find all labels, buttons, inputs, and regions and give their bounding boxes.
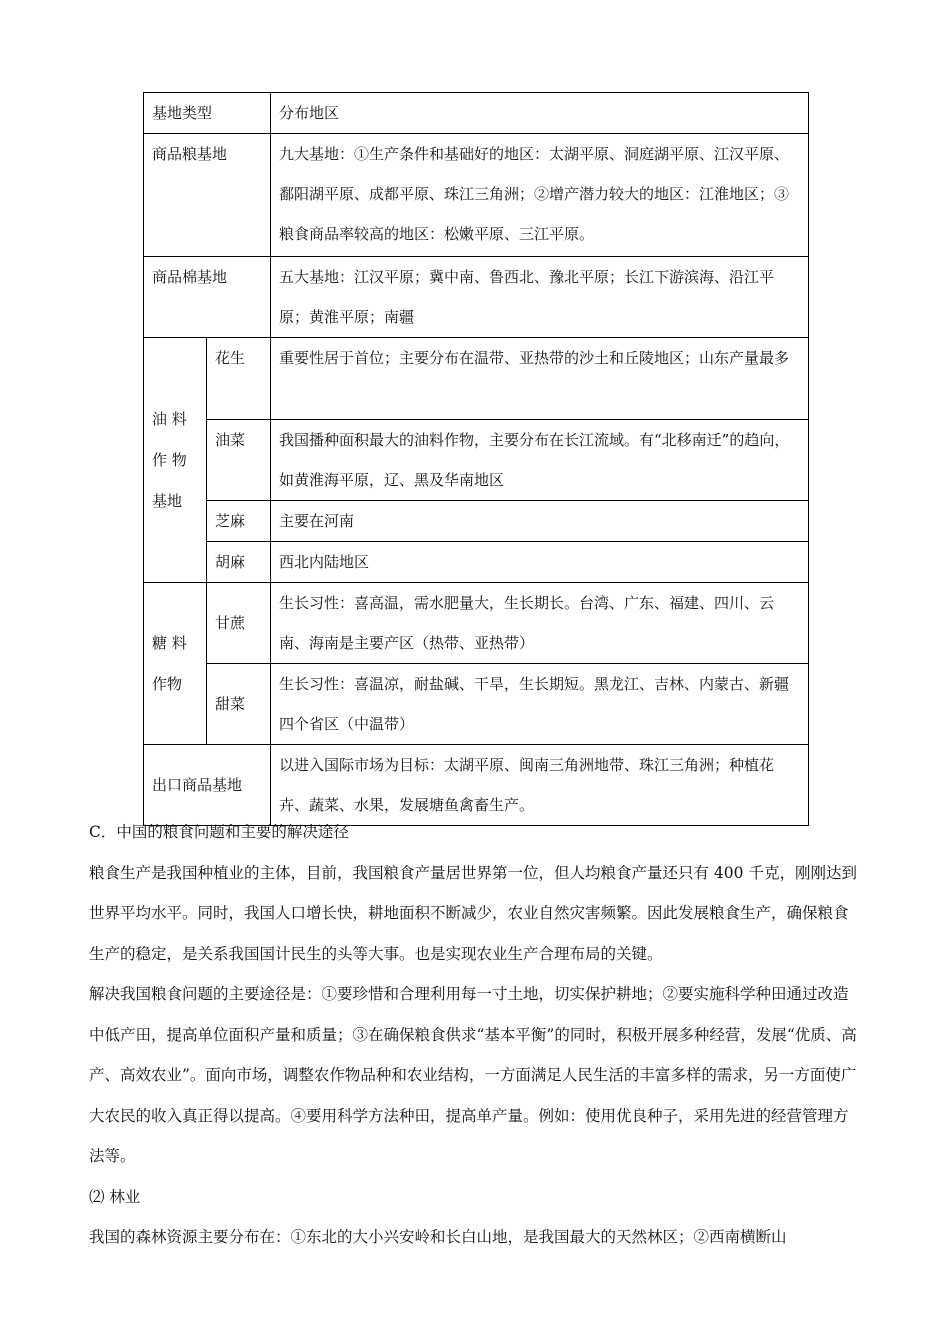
table-header-row bbox=[144, 93, 809, 134]
section-c-heading: C．中国的粮食问题和主要的解决途径 bbox=[89, 823, 349, 841]
grain-base-desc: 九大基地：①生产条件和基础好的地区：太湖平原、洞庭湖平原、江汉平原、鄱阳湖平原、成都平原、珠江三角洲；②增产潜力较大的地区：江淮地区；③粮食商品率较高的地区：松嫩平原、三江平原。 bbox=[271, 134, 809, 257]
crop-sesame-desc: 主要在河南 bbox=[271, 501, 809, 542]
table-row-sesame bbox=[144, 501, 809, 542]
table-row-rapeseed bbox=[144, 420, 809, 501]
export-base-name: 出口商品基地 bbox=[144, 745, 271, 826]
oil-crop-group bbox=[144, 338, 207, 583]
table-row-cotton bbox=[144, 257, 809, 338]
crop-rapeseed: 油菜 bbox=[207, 420, 271, 501]
section-c bbox=[89, 812, 861, 1258]
table-row-flax bbox=[144, 542, 809, 583]
table-row-grain bbox=[144, 134, 809, 257]
forestry-heading: ⑵ 林业 bbox=[89, 1187, 141, 1206]
sugar-crop-group bbox=[144, 583, 207, 745]
base-distribution-table bbox=[143, 92, 809, 826]
section-c-paragraph-2: 解决我国粮食问题的主要途径是：①要珍惜和合理利用每一寸土地，切实保护耕地；②要实施科学种田通过改造中低产田，提高单位面积产量和质量；③在确保粮食供求“基本平衡”的同时，积极开展多种经营，发展“优质、高产、高效农业”。面向市场，调整农作物品种和农业结构，一方面满足人民生活的丰富多样的需求，另一方面使广大农民的收入真正得以提高。④要用科学方法种田，提高单产量。例如：使用优良种子，采用先进的经营管理方法等。 bbox=[89, 985, 857, 1165]
header-type: 基地类型 bbox=[144, 93, 271, 134]
section-c-paragraph-1: 粮食生产是我国种植业的主体，目前，我国粮食产量居世界第一位，但人均粮食产量还只有 400 千克，刚刚达到世界平均水平。同时，我国人口增长快，耕地面积不断减少，农业自然灾害频繁。因此发展粮食生产，确保粮食生产的稳定，是关系我国国计民生的头等大事。也是实现农业生产合理布局的关键。 bbox=[89, 863, 857, 963]
crop-sugarcane: 甘蔗 bbox=[207, 583, 271, 664]
crop-sugarbeet-desc: 生长习性：喜温凉，耐盐碱、干旱，生长期短。黑龙江、吉林、内蒙古、新疆四个省区（中温带） bbox=[271, 664, 809, 745]
sugar-group-line2: 作物 bbox=[152, 674, 183, 693]
crop-rapeseed-desc: 我国播种面积最大的油料作物，主要分布在长江流域。有“北移南迁”的趋向，如黄淮海平原，辽、黑及华南地区 bbox=[271, 420, 809, 501]
crop-sugarcane-desc: 生长习性：喜高温，需水肥量大，生长期长。台湾、广东、福建、四川、云南、海南是主要产区（热带、亚热带） bbox=[271, 583, 809, 664]
cotton-base-name: 商品棉基地 bbox=[144, 257, 271, 338]
table-row-peanut bbox=[144, 338, 809, 420]
table-row-sugarbeet bbox=[144, 664, 809, 745]
cotton-base-desc: 五大基地：江汉平原；冀中南、鲁西北、豫北平原；长江下游滨海、沿江平原；黄淮平原；南疆 bbox=[271, 257, 809, 338]
oil-group-line2: 作 物 bbox=[152, 450, 187, 469]
oil-group-line3: 基地 bbox=[152, 491, 183, 510]
crop-flax-desc: 西北内陆地区 bbox=[271, 542, 809, 583]
export-base-desc: 以进入国际市场为目标：太湖平原、闽南三角洲地带、珠江三角洲；种植花卉、蔬菜、水果，发展塘鱼禽畜生产。 bbox=[271, 745, 809, 826]
grain-base-name: 商品粮基地 bbox=[144, 134, 271, 257]
crop-flax: 胡麻 bbox=[207, 542, 271, 583]
table-row-sugarcane bbox=[144, 583, 809, 664]
sugar-group-line1: 糖 料 bbox=[152, 633, 187, 652]
oil-group-line1: 油 料 bbox=[152, 409, 187, 428]
crop-peanut-desc: 重要性居于首位；主要分布在温带、亚热带的沙土和丘陵地区；山东产量最多 bbox=[271, 338, 809, 420]
crop-sesame: 芝麻 bbox=[207, 501, 271, 542]
crop-sugarbeet: 甜菜 bbox=[207, 664, 271, 745]
header-region: 分布地区 bbox=[271, 93, 809, 134]
forestry-paragraph: 我国的森林资源主要分布在：①东北的大小兴安岭和长白山地，是我国最大的天然林区；②西南横断山 bbox=[89, 1228, 787, 1246]
crop-peanut: 花生 bbox=[207, 338, 271, 420]
